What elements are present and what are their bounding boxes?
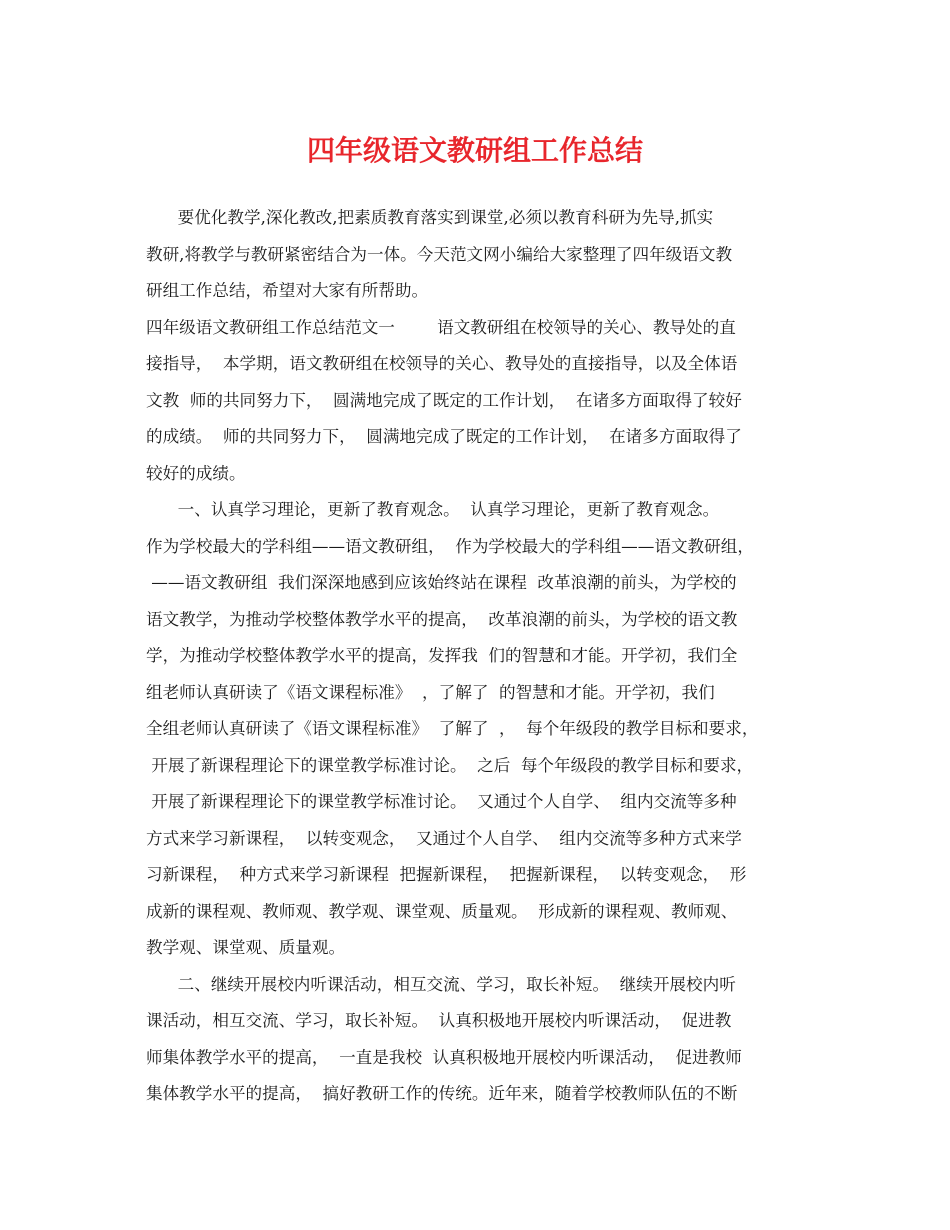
text-line: 开展了新课程理论下的课堂教学标准讨论。 又通过个人自学、 组内交流等多种 [146, 792, 737, 811]
text-line: 的成绩。 师的共同努力下， 圆满地完成了既定的工作计划， 在诸多方面取得了 [146, 427, 742, 446]
text-line: 二、继续开展校内听课活动，相互交流、学习，取长补短。 继续开展校内听 [146, 974, 736, 994]
text-line: 教学观、课堂观、质量观。 [146, 938, 346, 957]
text-line: 方式来学习新课程， 以转变观念， 又通过个人自学、 组内交流等多种方式来学 [146, 828, 742, 848]
document-body [146, 200, 811, 1113]
text-line: 开展了新课程理论下的课堂教学标准讨论。 之后 每个年级段的教学目标和要求， [146, 755, 754, 775]
text-line: 较好的成绩。 [146, 463, 246, 483]
text-line: 组老师认真研读了《语文课程标准》 ，了解了 的智慧和才能。开学初，我们 [146, 682, 715, 702]
text-line: 集体教学水平的提高， 搞好教研工作的传统。近年来，随着学校教师队伍的不断 [146, 1084, 738, 1103]
text-line: 习新课程， 种方式来学习新课程 把握新课程， 把握新课程， 以转变观念， 形 [146, 865, 747, 884]
text-line: ——语文教研组 我们深深地感到应该始终站在课程 改革浪潮的前头，为学校的 [146, 573, 737, 592]
document-title: 四年级语文教研组工作总结 [306, 134, 643, 167]
text-line: 接指导， 本学期，语文教研组在校领导的关心、教导处的直接指导，以及全体语 [146, 354, 738, 373]
text-line: 学，为推动学校整体教学水平的提高，发挥我 们的智慧和才能。开学初，我们全 [146, 646, 738, 665]
text-line: 四年级语文教研组工作总结范文一 语文教研组在校领导的关心、教导处的直 [146, 317, 736, 337]
text-line: 要优化教学,深化教改,把素质教育落实到课堂,必须以教育科研为先导,抓实 [146, 208, 714, 227]
text-line: 课活动，相互交流、学习，取长补短。 认真积极地开展校内听课活动， 促进教 [146, 1011, 732, 1030]
text-line: 研组工作总结，希望对大家有所帮助。 [146, 281, 429, 300]
text-line: 作为学校最大的学科组——语文教研组， 作为学校最大的学科组——语文教研组， [146, 536, 754, 556]
text-line: 成新的课程观、教师观、教学观、课堂观、质量观。 形成新的课程观、教师观、 [146, 901, 738, 921]
text-line: 教研,将教学与教研紧密结合为一体。今天范文网小编给大家整理了四年级语文教 [146, 244, 733, 264]
text-line: 师集体教学水平的提高， 一直是我校 认真积极地开展校内听课活动， 促进教师 [146, 1047, 742, 1067]
text-line: 语文教学，为推动学校整体教学水平的提高， 改革浪潮的前头，为学校的语文教 [146, 609, 738, 629]
text-line: 文教 师的共同努力下， 圆满地完成了既定的工作计划， 在诸多方面取得了较好 [146, 390, 742, 410]
text-line: 一、认真学习理论，更新了教育观念。 认真学习理论，更新了教育观念。 [146, 500, 720, 519]
text-line: 全组老师认真研读了《语文课程标准》 了解了 ， 每个年级段的教学目标和要求， [146, 719, 759, 738]
